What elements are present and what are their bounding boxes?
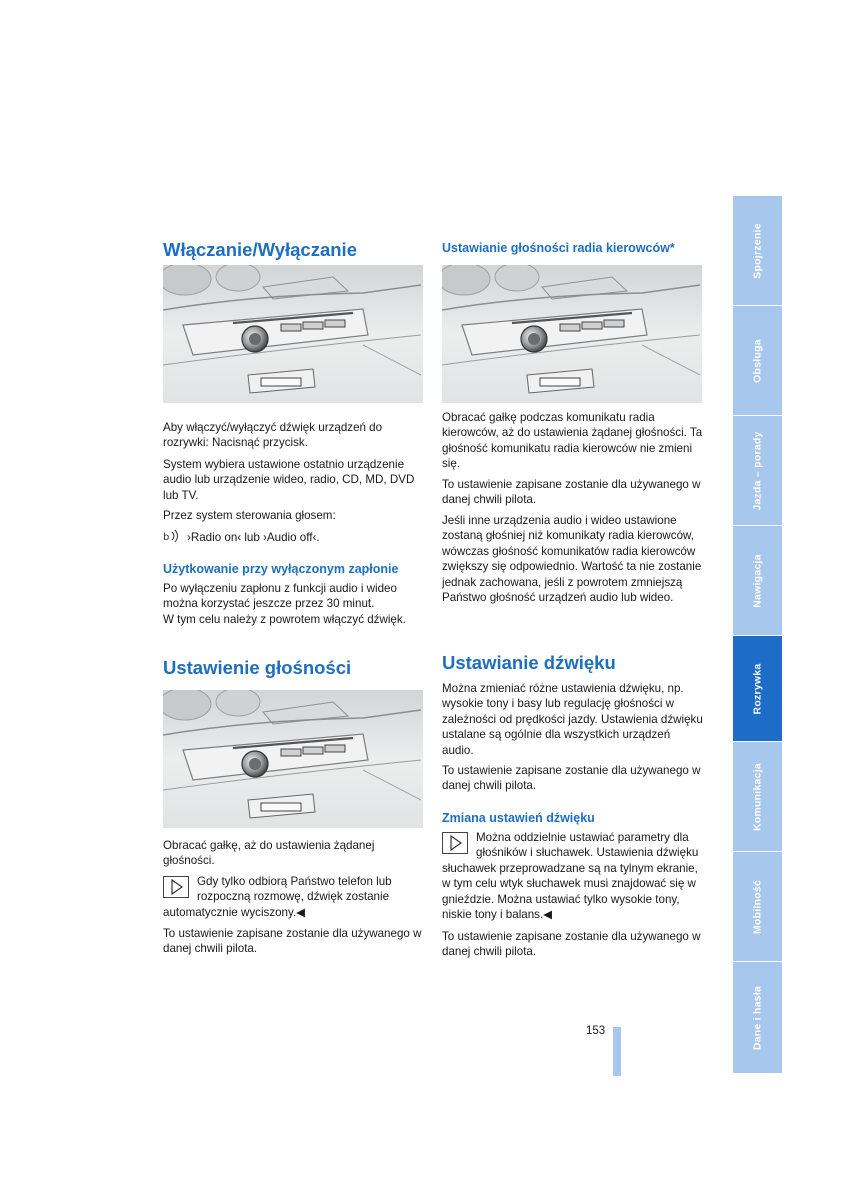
- sub-heading: Zmiana ustawień dźwięku: [442, 811, 595, 825]
- play-triangle-icon: [163, 876, 189, 898]
- paragraph: Można zmieniać różne ustawienia dźwięku, np. wysokie tony i basy lub regulację głośności w zależności od prędkości jazdy. Ustawienia dźwięku ustalane są ogólnie dla wszystkich urządzeń audio.: [442, 682, 703, 757]
- voice-command-icon: [163, 529, 183, 546]
- section-heading-traffic-volume: Ustawianie głośności radia kierowców*: [442, 241, 675, 255]
- note-text: Gdy tylko odbiorą Państwo telefon lub rozpoczną rozmowę, dźwięk zostanie automatycznie wyciszony.◀: [163, 875, 392, 919]
- chapter-tabs: [733, 196, 782, 1074]
- tab-jazda-porady[interactable]: Jazda – porady: [733, 416, 782, 526]
- play-triangle-icon: [442, 832, 468, 854]
- voice-command-line: [163, 529, 423, 546]
- note-text: Można oddzielnie ustawiać parametry dla głośników i słuchawek. Ustawienia dźwięku słuchawek przeprowadzane są na tylnym ekranie, w tym celu wtyk słuchawek musi znajdować się w gnieździe. Można ustawiać tylko wysokie tony, niskie tony i balans.◀: [442, 831, 699, 922]
- section-heading-sound: Ustawianie dźwięku: [442, 652, 616, 673]
- paragraph: Obracać gałkę, aż do ustawienia żądanej głośności.: [163, 839, 375, 868]
- note-block: [163, 874, 423, 920]
- sub-heading: Użytkowanie przy wyłączonym zapłonie: [163, 562, 399, 576]
- tab-rozrywka[interactable]: Rozrywka: [733, 636, 782, 742]
- tab-komunikacja[interactable]: Komunikacja: [733, 742, 782, 852]
- note-block: [442, 830, 704, 922]
- section-heading-volume: Ustawienie głośności: [163, 657, 352, 678]
- paragraph: Przez system sterowania głosem:: [163, 509, 336, 522]
- paragraph: To ustawienie zapisane zostanie dla używanego w danej chwili pilota.: [163, 927, 422, 956]
- dashboard-image: [442, 265, 702, 403]
- tab-mobilnosc[interactable]: Mobilność: [733, 852, 782, 962]
- dashboard-image: [163, 265, 423, 403]
- voice-command-text: ›Radio on‹ lub ›Audio off‹.: [187, 530, 320, 544]
- dashboard-image: [163, 690, 423, 828]
- paragraph: Obracać gałkę podczas komunikatu radia kierowców, aż do ustawienia żądanej głośności. Ta głośność komunikatu radia kierowców nie zmieni się.: [442, 411, 703, 471]
- svg-text:b: b: [163, 532, 170, 543]
- paragraph: To ustawienie zapisane zostanie dla używanego w danej chwili pilota.: [442, 764, 701, 793]
- page-number: 153: [586, 1025, 606, 1037]
- paragraph: W tym celu należy z powrotem włączyć dźwięk.: [163, 613, 406, 626]
- paragraph: Jeśli inne urządzenia audio i wideo ustawione zostaną głośniej niż komunikaty radia kierowców, wówczas głośność komunikatów radia kierowców zwiększy się odpowiednio. Wartość ta nie zostanie jednak zachowana, jeśli z powrotem zmniejszą Państwo głośność urządzeń audio lub wideo.: [442, 514, 702, 605]
- paragraph: Aby włączyć/wyłączyć dźwięk urządzeń do rozrywki: Nacisnąć przycisk.: [163, 421, 383, 450]
- tab-nawigacja[interactable]: Nawigacja: [733, 526, 782, 636]
- paragraph: To ustawienie zapisane zostanie dla używanego w danej chwili pilota.: [442, 930, 701, 959]
- page-marker-bar: [613, 1027, 621, 1076]
- tab-obsluga[interactable]: Obsługa: [733, 306, 782, 416]
- tab-dane-i-hasla[interactable]: Dane i hasła: [733, 962, 782, 1074]
- section-heading-on-off: Włączanie/Wyłączanie: [163, 239, 357, 260]
- tab-spojrzenie[interactable]: Spojrzenie: [733, 196, 782, 306]
- paragraph: To ustawienie zapisane zostanie dla używanego w danej chwili pilota.: [442, 478, 701, 507]
- paragraph: System wybiera ustawione ostatnio urządzenie audio lub urządzenie wideo, radio, CD, MD, DVD lub TV.: [163, 458, 415, 502]
- paragraph: Po wyłączeniu zapłonu z funkcji audio i wideo można korzystać jeszcze przez 30 minut.: [163, 582, 397, 611]
